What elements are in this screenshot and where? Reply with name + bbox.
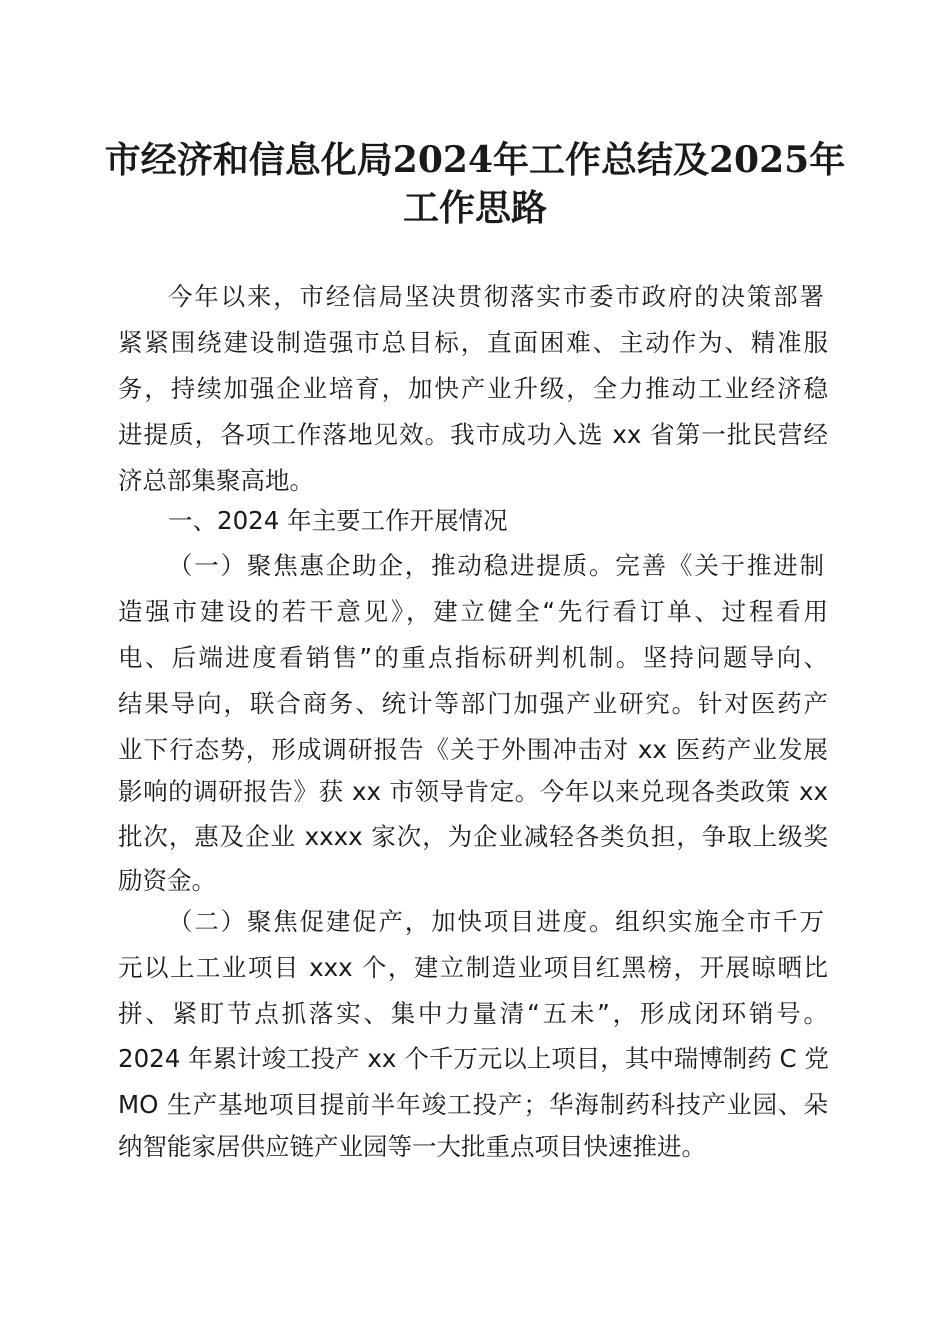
section-heading: 一、2024 年主要工作开展情况 bbox=[168, 506, 508, 535]
intro-line: 今年以来，市经信局坚决贯彻落实市委市政府的决策部署 bbox=[168, 282, 824, 311]
sub2-line: 拼、紧盯节点抓落实、集中力量清“五未”，形成闭环销号。 bbox=[118, 999, 828, 1028]
intro-line: 务，持续加强企业培育，加快产业升级，全力推动工业经济稳 bbox=[118, 374, 828, 403]
sub1-line: 结果导向，联合商务、统计等部门加强产业研究。针对医药产 bbox=[118, 689, 828, 718]
intro-line: 进提质，各项工作落地见效。我市成功入选 xx 省第一批民营经 bbox=[118, 420, 828, 449]
sub1-line: 励资金。 bbox=[118, 866, 216, 895]
sub2-line: 2024 年累计竣工投产 xx 个千万元以上项目，其中瑞博制药 C 党 bbox=[118, 1044, 829, 1073]
sub1-line: 批次，惠及企业 xxxx 家次，为企业减轻各类负担，争取上级奖 bbox=[118, 822, 828, 851]
intro-line: 紧紧围绕建设制造强市总目标，直面困难、主动作为、精准服 bbox=[118, 328, 828, 357]
sub1-line: 业下行态势，形成调研报告《关于外围冲击对 xx 医药产业发展 bbox=[118, 735, 828, 764]
sub2-line: 纳智能家居供应链产业园等一大批重点项目快速推进。 bbox=[118, 1132, 706, 1161]
document-title-line-2: 工作思路 bbox=[402, 187, 547, 229]
sub1-line: 造强市建设的若干意见》，建立健全“先行看订单、过程看用 bbox=[118, 597, 828, 626]
sub1-line: （一）聚焦惠企助企，推动稳进提质。完善《关于推进制 bbox=[168, 551, 824, 580]
sub1-line: 电、后端进度看销售”的重点指标研判机制。坚持问题导向、 bbox=[118, 643, 828, 672]
sub2-line: 元以上工业项目 xxx 个，建立制造业项目红黑榜，开展晾晒比 bbox=[118, 953, 828, 982]
sub2-line: （二）聚焦促建促产，加快项目进度。组织实施全市千万 bbox=[168, 907, 824, 936]
sub2-line: MO 生产基地项目提前半年竣工投产；华海制药科技产业园、朵 bbox=[118, 1090, 828, 1119]
document-title-line-1: 市经济和信息化局2024年工作总结及2025年 bbox=[104, 139, 846, 181]
sub1-line: 影响的调研报告》获 xx 市领导肯定。今年以来兑现各类政策 xx bbox=[118, 777, 828, 806]
intro-line: 济总部集聚高地。 bbox=[118, 466, 314, 495]
